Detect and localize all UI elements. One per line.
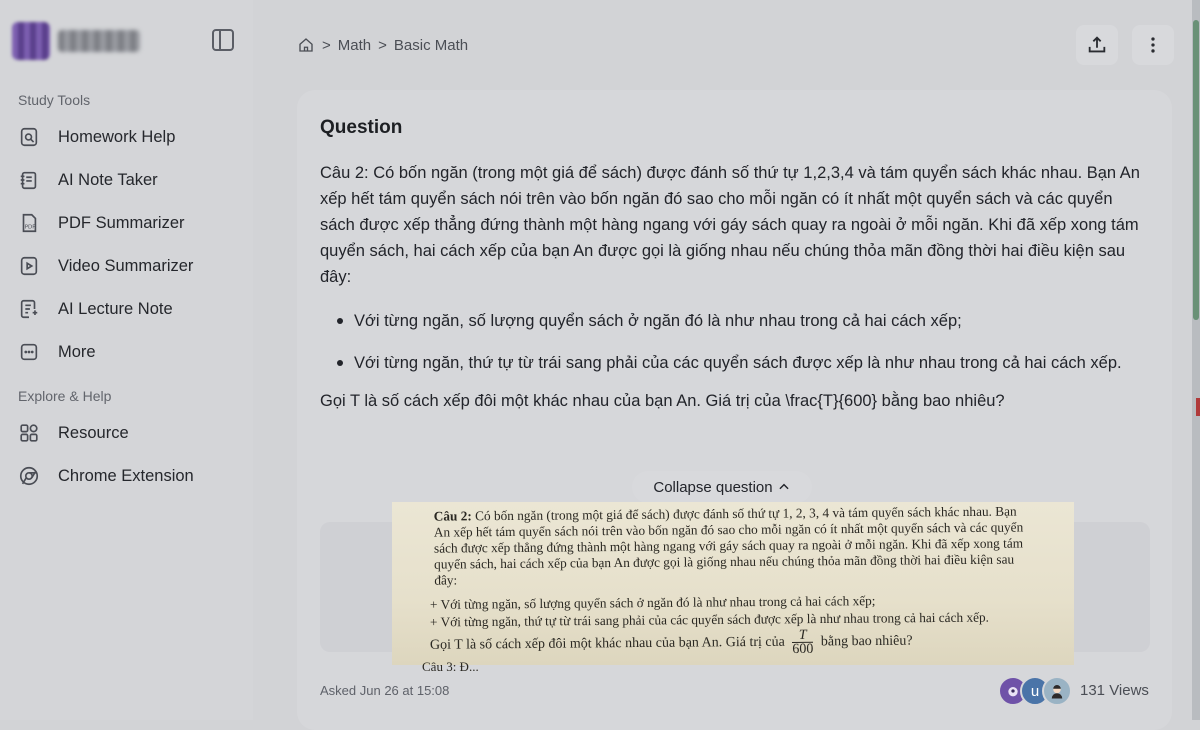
view-count: 131 Views (1080, 682, 1149, 699)
photo-label: Câu 2: (433, 508, 472, 524)
fraction-denominator: 600 (792, 641, 814, 657)
photo-text: Có bốn ngăn (trong một giá để sách) được đánh số thứ tự 1, 2, 3, 4 và tám quyển sách khác nhau. Bạn An xếp hết tám quyển sách nói trên vào bốn ngăn đó sao cho mỗi ngăn có ít nhất một quyển sách và các quyển sách được xếp thẳng đứng thành một hàng ngang với gáy sách quay ra ngoài ở mỗi ngăn. Khi đã xếp xong tám quyển sách, hai cách xếp của bạn An được gọi là giống nhau nếu chúng thỏa mãn đồng thời hai điều kiện sau đây: (433, 503, 1024, 588)
chrome-icon (18, 465, 40, 487)
sidebar (0, 0, 253, 720)
person-avatar-icon (1048, 682, 1066, 700)
breadcrumb-separator: > (378, 36, 387, 54)
collapse-label: Collapse question (653, 478, 773, 496)
lecture-note-icon (18, 298, 40, 320)
sidebar-item-ai-note-taker[interactable] (18, 163, 238, 197)
home-icon[interactable] (297, 36, 315, 54)
sidebar-item-chrome-extension[interactable] (18, 459, 238, 493)
photo-fraction (792, 629, 813, 656)
brand-logo (12, 22, 50, 60)
sidebar-item-label: AI Note Taker (58, 170, 158, 189)
kebab-menu-icon (1142, 34, 1164, 56)
sidebar-item-ai-lecture-note[interactable] (18, 292, 238, 326)
sidebar-item-label: PDF Summarizer (58, 213, 185, 232)
monster-avatar-icon (1005, 683, 1021, 699)
chevron-up-icon (777, 480, 791, 494)
sidebar-item-pdf-summarizer[interactable] (18, 206, 238, 240)
breadcrumb (297, 36, 468, 54)
more-options-button[interactable] (1132, 25, 1174, 65)
resource-icon (18, 422, 40, 444)
brand[interactable] (12, 22, 140, 60)
video-icon (18, 255, 40, 277)
photo-final-post: bằng bao nhiêu? (820, 633, 913, 650)
question-body (320, 160, 1150, 426)
question-final: Gọi T là số cách xếp đôi một khác nhau của bạn An. Giá trị của \frac{T}{600} bằng bao nhiêu? (320, 392, 1005, 410)
question-intro: Câu 2: Có bốn ngăn (trong một giá để sách) được đánh số thứ tự 1,2,3,4 và tám quyển sách khác nhau. Bạn An xếp hết tám quyển sách nói trên vào bốn ngăn đó sao cho mỗi ngăn có ít nhất một quyển sách và các quyển sách được xếp thẳng đứng thành một hàng ngang với gáy sách quay ra ngoài ở mỗi ngăn. Khi đã xếp xong tám quyển sách, hai cách xếp của bạn An được gọi là giống nhau nếu chúng thỏa mãn đồng thời hai điều kiện sau đây: (320, 164, 1140, 286)
question-title: Question (320, 117, 403, 138)
scrollbar[interactable] (1192, 0, 1200, 720)
sidebar-item-label: Resource (58, 423, 129, 442)
photo-paragraph (434, 503, 1035, 588)
sidebar-item-label: Video Summarizer (58, 256, 194, 275)
sidebar-item-label: Chrome Extension (58, 466, 194, 485)
sidebar-item-video-summarizer[interactable] (18, 249, 238, 283)
breadcrumb-item-basic-math[interactable]: Basic Math (393, 36, 469, 54)
condition-item: Với từng ngăn, số lượng quyển sách ở ngăn đó là như nhau trong cả hai cách xếp; (320, 304, 1150, 338)
sidebar-item-label: More (58, 342, 96, 361)
photo-final (430, 628, 913, 659)
avatar (1042, 676, 1072, 706)
sidebar-item-label: AI Lecture Note (58, 299, 173, 318)
scrollbar-thumb[interactable] (1193, 20, 1199, 320)
condition-list (320, 304, 1150, 380)
photo-condition: + Với từng ngăn, số lượng quyển sách ở ngăn đó là như nhau trong cả hai cách xếp; (429, 593, 876, 612)
photo-condition: + Với từng ngăn, thứ tự từ trái sang phải của các quyển sách được xếp là như nhau trong cả hai cách xếp. (429, 609, 990, 630)
fraction-numerator: T (792, 629, 813, 643)
asked-timestamp: Asked Jun 26 at 15:08 (320, 683, 450, 698)
more-icon (18, 341, 40, 363)
section-title-explore: Explore & Help (18, 388, 112, 404)
breadcrumb-separator: > (322, 36, 331, 54)
svg-text:PDF: PDF (24, 224, 36, 231)
share-icon (1086, 34, 1108, 56)
sidebar-item-label: Homework Help (58, 127, 176, 146)
condition-item: Với từng ngăn, thứ tự từ trái sang phải của các quyển sách được xếp là như nhau trong cả hai cách xếp. (320, 346, 1150, 380)
photo-cut-text: Câu 3: Đ... (422, 659, 479, 674)
note-taker-icon (18, 169, 40, 191)
viewer-avatars (998, 674, 1078, 708)
collapse-question-button[interactable] (632, 471, 812, 503)
sidebar-item-more[interactable] (18, 335, 238, 369)
breadcrumb-item-math[interactable]: Math (337, 36, 372, 54)
sidebar-item-resource[interactable] (18, 416, 238, 450)
avatar: u (1020, 676, 1050, 706)
sidebar-toggle-icon[interactable] (212, 29, 234, 51)
question-photo[interactable] (392, 502, 1074, 674)
edge-marker (1196, 398, 1200, 416)
homework-icon (18, 126, 40, 148)
pdf-icon (18, 212, 40, 234)
section-title-study-tools: Study Tools (18, 92, 91, 108)
brand-name-blurred (58, 30, 140, 52)
sidebar-item-homework-help[interactable] (18, 120, 238, 154)
share-button[interactable] (1076, 25, 1118, 65)
photo-final-pre: Gọi T là số cách xếp đôi một khác nhau của bạn An. Giá trị của (429, 634, 785, 653)
